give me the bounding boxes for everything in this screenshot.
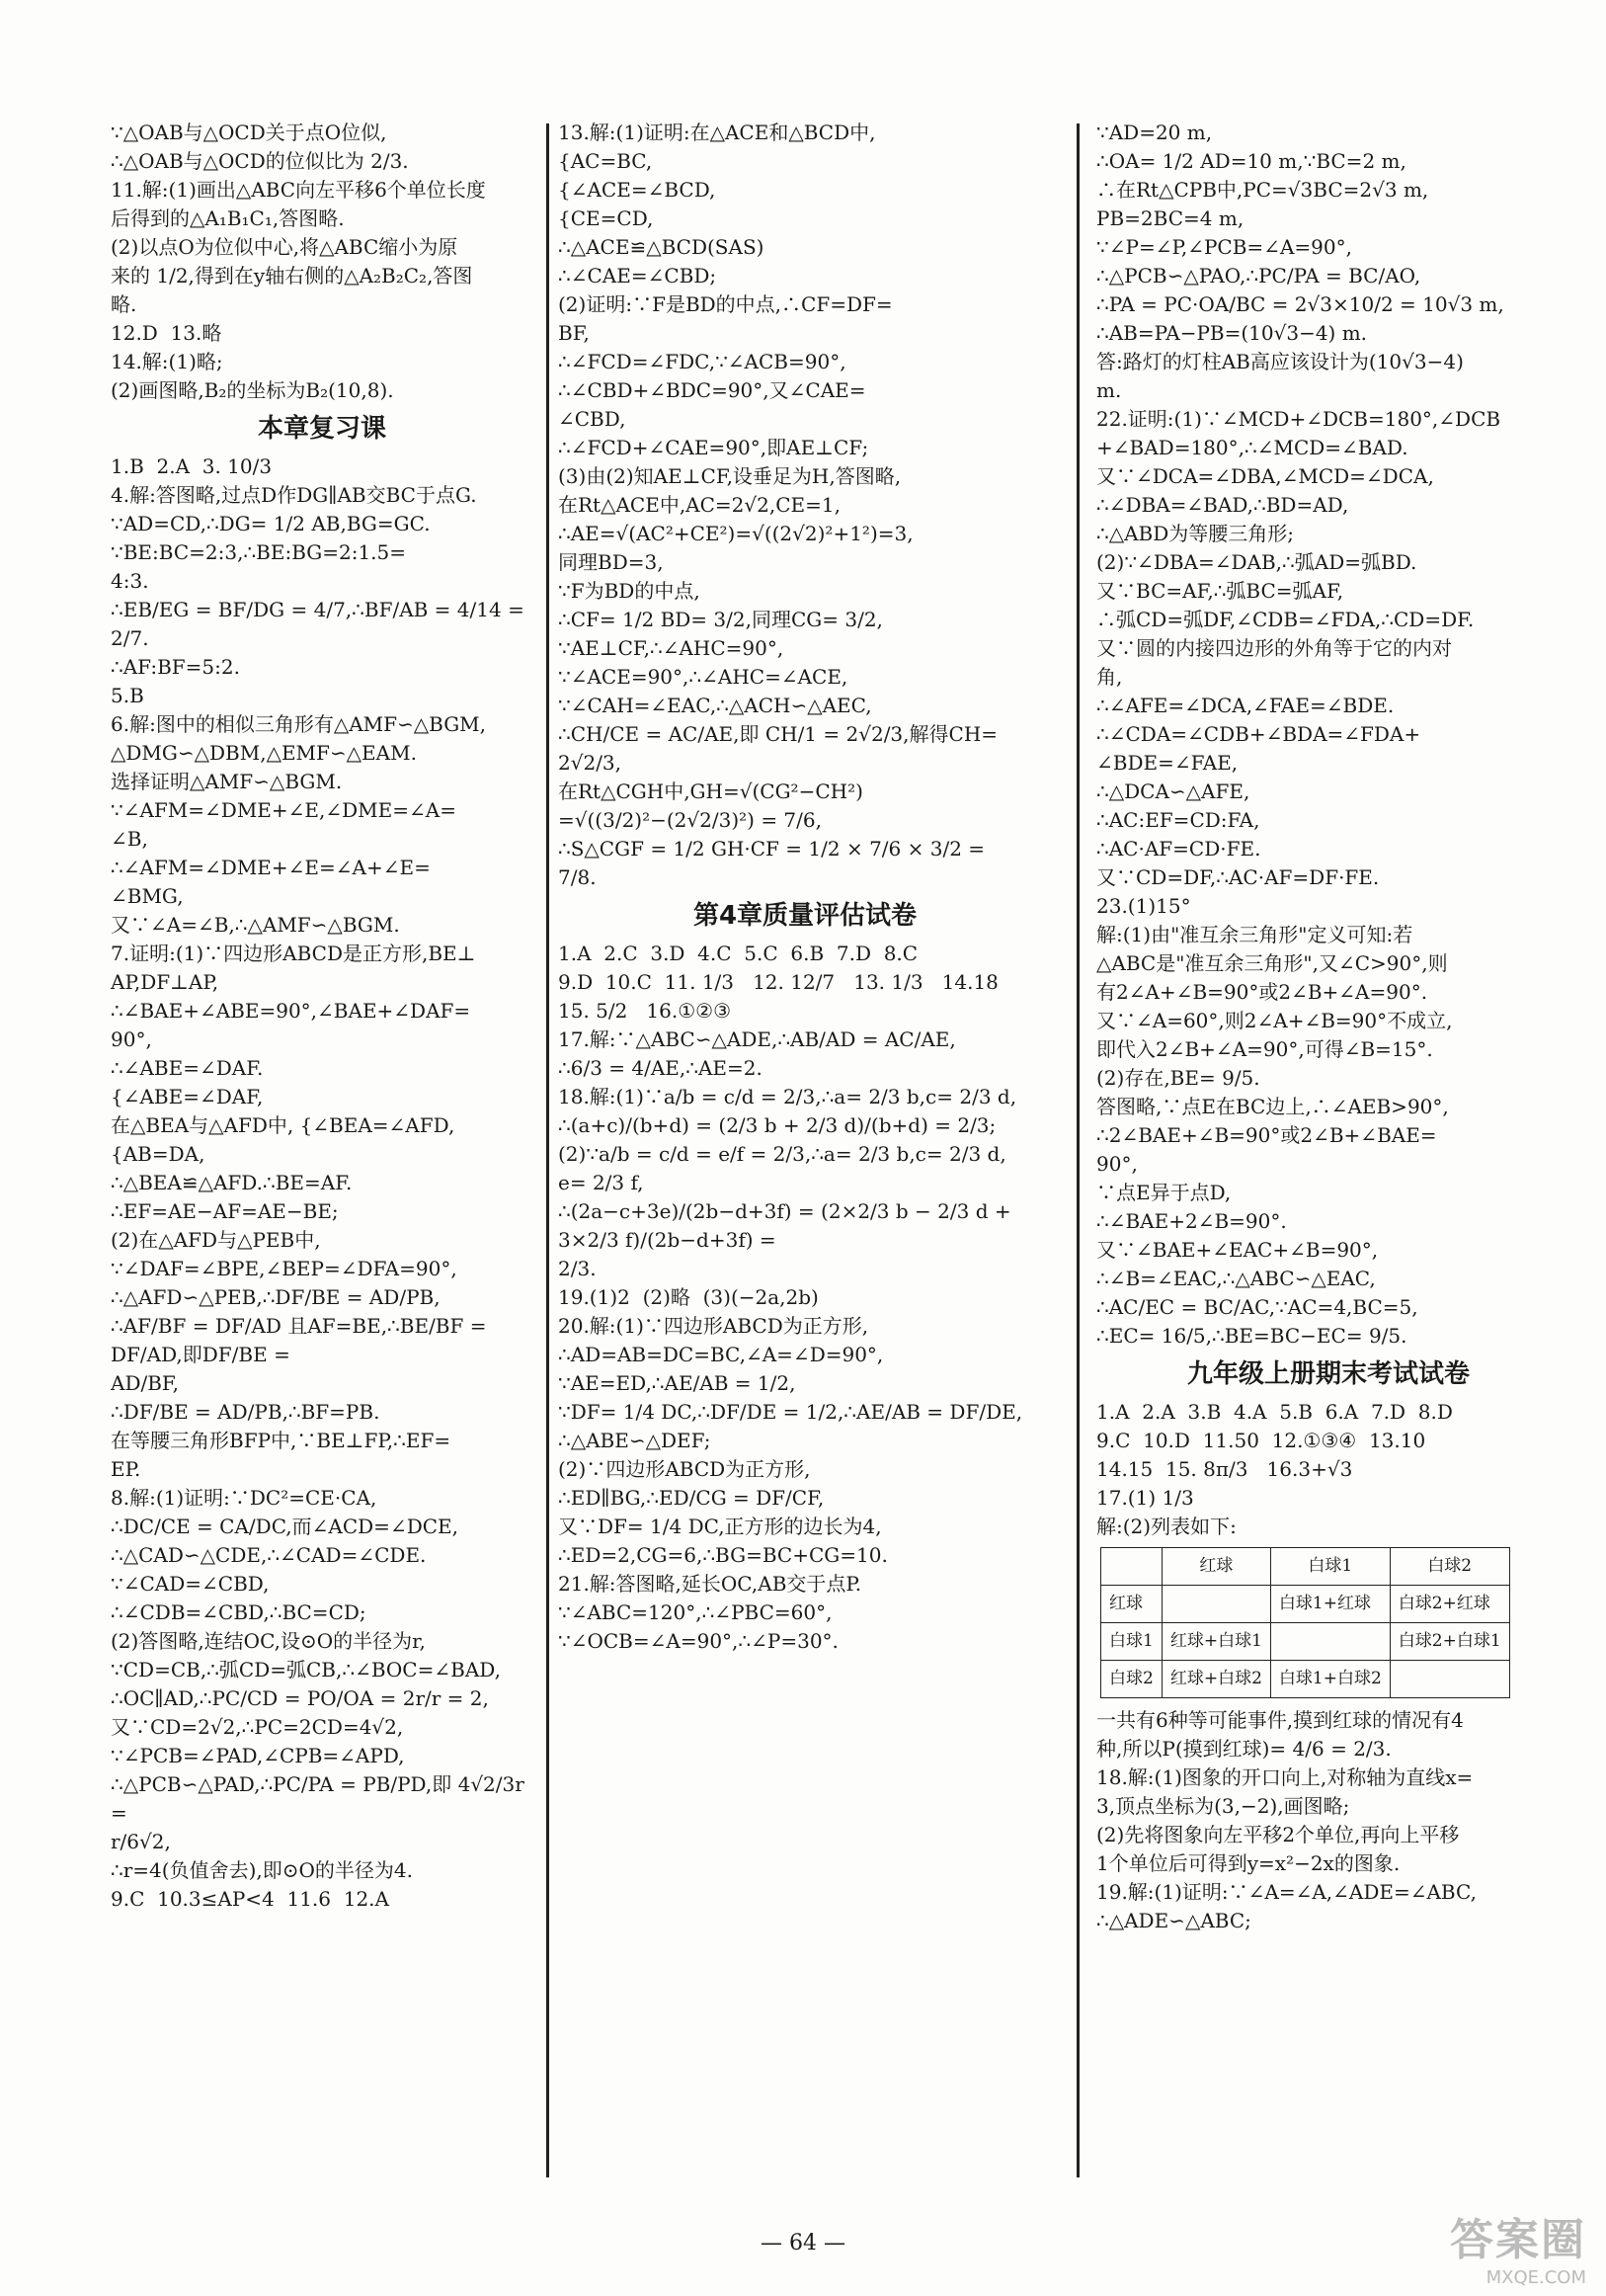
answer-line: ∵DF= 1/4 DC,∴DF/DE = 1/2,∴AE/AB = DF/DE,: [558, 1400, 1023, 1424]
answer-line: 解:(1)由"准互余三角形"定义可知:若: [1096, 923, 1413, 946]
answer-line: ∴OA= 1/2 AD=10 m,∵BC=2 m,: [1096, 149, 1406, 173]
answer-line: 90°,: [1096, 1152, 1138, 1176]
answer-line: ∵∠AFM=∠DME+∠E,∠DME=∠A=: [111, 798, 456, 822]
answer-line: 在Rt△ACE中,AC=2√2,CE=1,: [558, 493, 841, 517]
answer-line: ∴AF:BF=5:2.: [111, 655, 240, 679]
answer-line: (2)以点O为位似中心,将△ABC缩小为原: [111, 235, 458, 259]
table-header-row: [1101, 1548, 1510, 1586]
answer-line: {AB=DA,: [111, 1142, 205, 1166]
answer-line: (2)存在,BE= 9/5.: [1096, 1066, 1260, 1090]
answer-line: ∴△OAB与△OCD的位似比为 2/3.: [111, 149, 409, 173]
answer-line: 4.解:答图略,过点D作DG∥AB交BC于点G.: [111, 483, 477, 507]
answer-line: 又∵∠A=60°,则2∠A+∠B=90°不成立,: [1096, 1009, 1453, 1032]
table-cell: 白球2: [1101, 1661, 1163, 1698]
answer-line: ∵F为BD的中点,: [558, 579, 700, 603]
probability-table: [1100, 1547, 1510, 1698]
answer-line: 90°,: [111, 1027, 152, 1051]
answer-line: ∴∠CDA=∠CDB+∠BDA=∠FDA+: [1096, 722, 1421, 746]
answer-line: ∴△ACE≌△BCD(SAS): [558, 235, 764, 259]
answer-line: ∴(2a−c+3e)/(2b−d+3f) = (2×2/3 b − 2/3 d + 3×2/3 f)/(2b−d+3f) =: [558, 1199, 1017, 1252]
answer-line: ∴AC/EC = BC/AC,∵AC=4,BC=5,: [1096, 1295, 1418, 1319]
answer-line: 来的 1/2,得到在y轴右侧的△A₂B₂C₂,答图: [111, 264, 473, 287]
answer-line: {∠ABE=∠DAF,: [111, 1085, 264, 1108]
answer-line: 又∵DF= 1/4 DC,正方形的边长为4,: [558, 1515, 882, 1538]
table-cell: [1162, 1586, 1270, 1623]
answer-line: ∴∠CAE=∠CBD;: [558, 264, 717, 287]
answer-line: 6.解:图中的相似三角形有△AMF∽△BGM,: [111, 712, 487, 736]
answer-line: (2)在△AFD与△PEB中,: [111, 1228, 321, 1252]
answer-line: ∴△DCA∽△AFE,: [1096, 779, 1250, 803]
answer-line: 22.证明:(1)∵∠MCD+∠DCB=180°,∠DCB: [1096, 407, 1501, 431]
answer-line: 18.解:(1)图象的开口向上,对称轴为直线x=: [1096, 1765, 1474, 1789]
answer-line: 又∵∠DCA=∠DBA,∠MCD=∠DCA,: [1096, 464, 1434, 488]
table-cell: 白球2+白球1: [1390, 1623, 1509, 1661]
answer-line: ∴△ADE∽△ABC;: [1096, 1909, 1251, 1932]
answer-line: ∵∠PCB=∠PAD,∠CPB=∠APD,: [111, 1744, 405, 1767]
answer-line: 1个单位后可得到y=x²−2x的图象.: [1096, 1851, 1401, 1875]
answer-line: (2)∵∠DBA=∠DAB,∴弧AD=弧BD.: [1096, 550, 1417, 574]
answer-line: ∴EC= 16/5,∴BE=BC−EC= 9/5.: [1096, 1324, 1407, 1348]
answer-line: 9.C 10.D 11.50 12.①③④ 13.10: [1096, 1429, 1426, 1452]
section-heading: 九年级上册期末考试试卷: [1186, 1359, 1470, 1389]
answer-line: ∴△BEA≌△AFD.∴BE=AF.: [111, 1171, 353, 1194]
answer-line: ∴r=4(负值舍去),即⊙O的半径为4.: [111, 1858, 413, 1882]
answer-line: 又∵BC=AF,∴弧BC=弧AF,: [1096, 579, 1344, 603]
answer-line: 选择证明△AMF∽△BGM.: [111, 770, 343, 793]
answer-line: ∵∠OCB=∠A=90°,∴∠P=30°.: [558, 1629, 839, 1653]
column-right: [1096, 119, 1561, 2202]
answer-line: ∵AD=CD,∴DG= 1/2 AB,BG=GC.: [111, 512, 431, 535]
table-cell: 红球+白球1: [1162, 1623, 1270, 1661]
table-cell: [1270, 1623, 1390, 1661]
table-row: [1101, 1586, 1510, 1623]
answer-line: ∴∠CBD+∠BDC=90°,又∠CAE=: [558, 378, 866, 402]
answer-line: e= 2/3 f,: [558, 1171, 644, 1194]
answer-line: ∴PA = PC·OA/BC = 2√3×10/2 = 10√3 m,: [1096, 292, 1504, 316]
answer-line: (2)先将图象向左平移2个单位,再向上平移: [1096, 1823, 1460, 1846]
table-cell: 红球+白球2: [1162, 1661, 1270, 1698]
answer-line: (2)画图略,B₂的坐标为B₂(10,8).: [111, 378, 394, 402]
answer-line: ∴EF=AE−AF=AE−BE;: [111, 1199, 339, 1223]
answer-line: ∴∠ABE=∠DAF.: [111, 1056, 264, 1080]
answer-line: 答:路灯的灯柱AB高应该设计为(10√3−4): [1096, 350, 1464, 373]
answer-line: 19.(1)2 (2)略 (3)(−2a,2b): [558, 1285, 819, 1309]
answer-line: ∵点E异于点D,: [1096, 1181, 1232, 1204]
answer-line: ∴2∠BAE+∠B=90°或2∠B+∠BAE=: [1096, 1123, 1437, 1147]
answer-line: 在Rt△CGH中,GH=√(CG²−CH²): [558, 779, 863, 803]
answer-line: (3)由(2)知AE⊥CF,设垂足为H,答图略,: [558, 464, 902, 488]
answer-line: ∴AC:EF=CD:FA,: [1096, 808, 1260, 832]
answer-line: PB=2BC=4 m,: [1096, 206, 1245, 230]
answer-line: 18.解:(1)∵a/b = c/d = 2/3,∴a= 2/3 b,c= 2/3 d,: [558, 1085, 1017, 1108]
answer-line: ∵CD=CB,∴弧CD=弧CB,∴∠BOC=∠BAD,: [111, 1658, 501, 1681]
watermark: [1450, 2204, 1586, 2288]
answer-line: 解:(2)列表如下:: [1096, 1515, 1237, 1538]
answer-line: ∴ED=2,CG=6,∴BG=BC+CG=10.: [558, 1543, 888, 1567]
answer-line: ∴∠AFE=∠DCA,∠FAE=∠BDE.: [1096, 694, 1395, 717]
answer-line: ∴∠B=∠EAC,∴△ABC∽△EAC,: [1096, 1267, 1376, 1290]
table-header-cell: 白球2: [1390, 1548, 1509, 1586]
answer-line: 在△BEA与△AFD中, {∠BEA=∠AFD,: [111, 1113, 455, 1137]
answer-line: ∴△ABE∽△DEF;: [558, 1429, 711, 1452]
answer-line: ∴(a+c)/(b+d) = (2/3 b + 2/3 d)/(b+d) = 2/3;: [558, 1113, 997, 1137]
answer-line: 14.解:(1)略;: [111, 350, 223, 373]
answer-line: ∴DC/CE = CA/DC,而∠ACD=∠DCE,: [111, 1515, 458, 1538]
answer-line: {∠ACE=∠BCD,: [558, 178, 716, 202]
table-header-cell: 白球1: [1270, 1548, 1390, 1586]
answer-line: 有2∠A+∠B=90°或2∠B+∠A=90°.: [1096, 980, 1428, 1004]
answer-line: ∴∠FCD+∠CAE=90°,即AE⊥CF;: [558, 436, 869, 459]
answer-line: 19.解:(1)证明:∵∠A=∠A,∠ADE=∠ABC,: [1096, 1880, 1477, 1904]
answer-line: ∴AE=√(AC²+CE²)=√((2√2)²+1²)=3,: [558, 522, 914, 545]
answer-line: ∴EB/EG = BF/DG = 4/7,∴BF/AB = 4/14 = 2/7.: [111, 598, 531, 650]
answer-line: 2/3.: [558, 1257, 597, 1280]
answer-line: =√((3/2)²−(2√2/3)²) = 7/6,: [558, 808, 822, 832]
answer-line: ∴AF/BF = DF/AD 且AF=BE,∴BE/BF = DF/AD,即DF/BE =: [111, 1314, 493, 1366]
answer-line: 14.15 15. 8π/3 16.3+√3: [1096, 1457, 1353, 1481]
answer-line: EP.: [111, 1457, 141, 1481]
answer-line: ∴∠BAE+∠ABE=90°,∠BAE+∠DAF=: [111, 999, 471, 1023]
answer-line: ∵△OAB与△OCD关于点O位似,: [111, 121, 387, 144]
answer-line: 15. 5/2 16.①②③: [558, 999, 732, 1023]
column-divider: [546, 123, 549, 2177]
answer-line: (2)∵四边形ABCD为正方形,: [558, 1457, 811, 1481]
answer-line: ∵AE=ED,∴AE/AB = 1/2,: [558, 1371, 796, 1395]
answer-line: 5.B: [111, 684, 144, 707]
answer-line: ∠BDE=∠FAE,: [1096, 751, 1239, 775]
answer-line: 在等腰三角形BFP中,∵BE⊥FP,∴EF=: [111, 1429, 451, 1452]
answer-line: 13.解:(1)证明:在△ACE和△BCD中,: [558, 121, 876, 144]
answer-line: ∴ED∥BG,∴ED/CG = DF/CF,: [558, 1486, 825, 1510]
column-middle: [558, 119, 1052, 2202]
table-cell: [1390, 1661, 1509, 1698]
answer-line: 7.证明:(1)∵四边形ABCD是正方形,BE⊥: [111, 942, 476, 965]
answer-line: 17.解:∵△ABC∽△ADE,∴AB/AD = AC/AE,: [558, 1027, 956, 1051]
section-heading: 第4章质量评估试卷: [692, 901, 918, 931]
answer-line: (2)证明:∵F是BD的中点,∴CF=DF=: [558, 292, 893, 316]
section-heading: 本章复习课: [257, 414, 386, 444]
answer-line: ∴CF= 1/2 BD= 3/2,同理CG= 3/2,: [558, 608, 883, 631]
answer-line: 答图略,∵点E在BC边上,∴∠AEB>90°,: [1096, 1095, 1449, 1118]
answer-line: 8.解:(1)证明:∵DC²=CE·CA,: [111, 1486, 377, 1510]
answer-line: ∴S△CGF = 1/2 GH·CF = 1/2 × 7/6 × 3/2 =: [558, 837, 986, 861]
answer-line: ∴弧CD=弧DF,∠CDB=∠FDA,∴CD=DF.: [1096, 608, 1475, 631]
answer-line: △ABC是"准互余三角形",又∠C>90°,则: [1096, 951, 1448, 975]
answer-line: BF,: [558, 321, 590, 345]
answer-line: AD/BF,: [111, 1371, 180, 1395]
answer-line: △DMG∽△DBM,△EMF∽△EAM.: [111, 741, 417, 765]
answer-line: ∴△PCB∽△PAD,∴PC/PA = PB/PD,即 4√2/3r =: [111, 1772, 531, 1825]
answer-line: 又∵∠BAE+∠EAC+∠B=90°,: [1096, 1238, 1379, 1262]
answer-line: 7/8.: [558, 865, 597, 889]
answer-line: ∵∠CAD=∠CBD,: [111, 1572, 270, 1596]
answer-line: 1.A 2.A 3.B 4.A 5.B 6.A 7.D 8.D: [1096, 1400, 1453, 1424]
answer-line: ∴DF/BE = AD/PB,∴BF=PB.: [111, 1400, 380, 1424]
answer-line: 1.A 2.C 3.D 4.C 5.C 6.B 7.D 8.C: [558, 942, 919, 965]
answer-line: 12.D 13.略: [111, 321, 222, 345]
table-row: [1101, 1661, 1510, 1698]
answer-line: ∠CBD,: [558, 407, 626, 431]
answer-line: ∴OC∥AD,∴PC/CD = PO/OA = 2r/r = 2,: [111, 1686, 489, 1710]
answer-line: ∴△CAD∽△CDE,∴∠CAD=∠CDE.: [111, 1543, 427, 1567]
answer-line: 又∵圆的内接四边形的外角等于它的内对: [1096, 636, 1452, 660]
answer-line: ∴CH/CE = AC/AE,即 CH/1 = 2√2/3,解得CH= 2√2/3,: [558, 722, 1004, 775]
answer-line: 9.C 10.3≤AP<4 11.6 12.A: [111, 1887, 389, 1911]
answer-line: ∴在Rt△CPB中,PC=√3BC=2√3 m,: [1096, 178, 1429, 202]
table-row: [1101, 1623, 1510, 1661]
answer-line: ∠BMG,: [111, 884, 184, 908]
answer-line: 3,顶点坐标为(3,−2),画图略;: [1096, 1794, 1350, 1818]
answer-line: 同理BD=3,: [558, 550, 664, 574]
answer-line: ∵∠ACE=90°,∴∠AHC=∠ACE,: [558, 665, 848, 689]
table-cell: 红球: [1101, 1586, 1163, 1623]
answer-line: 又∵CD=2√2,∴PC=2CD=4√2,: [111, 1715, 404, 1739]
answer-line: ∴∠FCD=∠FDC,∵∠ACB=90°,: [558, 350, 846, 373]
answer-line: r/6√2,: [111, 1830, 171, 1853]
answer-line: 又∵CD=DF,∴AC·AF=DF·FE.: [1096, 865, 1380, 889]
answer-line: 一共有6种等可能事件,摸到红球的情况有4: [1096, 1708, 1464, 1732]
page-number: — 64 —: [761, 2231, 845, 2255]
answer-line: ∴△AFD∽△PEB,∴DF/BE = AD/PB,: [111, 1285, 441, 1309]
answer-line: ∴∠CDB=∠CBD,∴BC=CD;: [111, 1600, 366, 1624]
answer-line: 后得到的△A₁B₁C₁,答图略.: [111, 206, 345, 230]
answer-line: 20.解:(1)∵四边形ABCD为正方形,: [558, 1314, 869, 1338]
answer-line: ∴AC·AF=CD·FE.: [1096, 837, 1261, 861]
answer-line: 角,: [1096, 665, 1123, 689]
answer-line: ∴6/3 = 4/AE,∴AE=2.: [558, 1056, 763, 1080]
answer-line: (2)答图略,连结OC,设⊙O的半径为r,: [111, 1629, 426, 1653]
answer-line: ∵AD=20 m,: [1096, 121, 1213, 144]
answer-line: (2)∵a/b = c/d = e/f = 2/3,∴a= 2/3 b,c= 2/3 d,: [558, 1142, 1006, 1166]
answer-line: 略.: [111, 292, 137, 316]
table-cell: 白球1: [1101, 1623, 1163, 1661]
answer-line: ∴AB=PA−PB=(10√3−4) m.: [1096, 321, 1368, 345]
watermark-url: MXQE.COM: [1486, 2267, 1586, 2288]
answer-line: ∴∠AFM=∠DME+∠E=∠A+∠E=: [111, 856, 431, 879]
watermark-logo: 答案圈: [1450, 2215, 1586, 2265]
answer-line: ∠B,: [111, 827, 148, 851]
answer-line: ∴∠BAE+2∠B=90°.: [1096, 1209, 1287, 1233]
answer-line: 种,所以P(摸到红球)= 4/6 = 2/3.: [1096, 1737, 1392, 1761]
table-cell: 白球1+白球2: [1270, 1661, 1390, 1698]
answer-line: 即代入2∠B+∠A=90°,可得∠B=15°.: [1096, 1037, 1433, 1061]
answer-line: 23.(1)15°: [1096, 894, 1191, 918]
answer-line: ∵∠P=∠P,∠PCB=∠A=90°,: [1096, 235, 1352, 259]
answer-line: +∠BAD=180°,∴∠MCD=∠BAD.: [1096, 436, 1408, 459]
answer-line: 11.解:(1)画出△ABC向左平移6个单位长度: [111, 178, 486, 202]
answer-line: 1.B 2.A 3. 10/3: [111, 454, 273, 478]
answer-line: AP,DF⊥AP,: [111, 970, 219, 994]
answer-line: ∵∠DAF=∠BPE,∠BEP=∠DFA=90°,: [111, 1257, 457, 1280]
answer-line: m.: [1096, 378, 1122, 402]
answer-line: ∵∠ABC=120°,∴∠PBC=60°,: [558, 1600, 833, 1624]
column-left: [111, 119, 533, 2202]
answer-line: 又∵∠A=∠B,∴△AMF∽△BGM.: [111, 913, 400, 937]
answer-line: ∴∠DBA=∠BAD,∴BD=AD,: [1096, 493, 1349, 517]
answer-line: ∵∠CAH=∠EAC,∴△ACH∽△AEC,: [558, 694, 872, 717]
answer-line: 4:3.: [111, 569, 149, 593]
table-header-cell: [1101, 1548, 1163, 1586]
table-cell: 白球1+红球: [1270, 1586, 1390, 1623]
column-divider: [1077, 123, 1080, 2177]
answer-line: ∵AE⊥CF,∴∠AHC=90°,: [558, 636, 784, 660]
answer-line: ∵BE:BC=2:3,∴BE:BG=2:1.5=: [111, 540, 407, 564]
answer-line: ∴△PCB∽△PAO,∴PC/PA = BC/AO,: [1096, 264, 1421, 287]
answer-line: 21.解:答图略,延长OC,AB交于点P.: [558, 1572, 862, 1596]
answer-line: 9.D 10.C 11. 1/3 12. 12/7 13. 1/3 14.18: [558, 970, 999, 994]
answer-line: 17.(1) 1/3: [1096, 1486, 1194, 1510]
answer-line: ∴AD=AB=DC=BC,∠A=∠D=90°,: [558, 1343, 884, 1366]
table-header-cell: 红球: [1162, 1548, 1270, 1586]
answer-line: ∴△ABD为等腰三角形;: [1096, 522, 1295, 545]
answer-line: {CE=CD,: [558, 206, 654, 230]
table-cell: 白球2+红球: [1390, 1586, 1509, 1623]
answer-line: {AC=BC,: [558, 149, 653, 173]
